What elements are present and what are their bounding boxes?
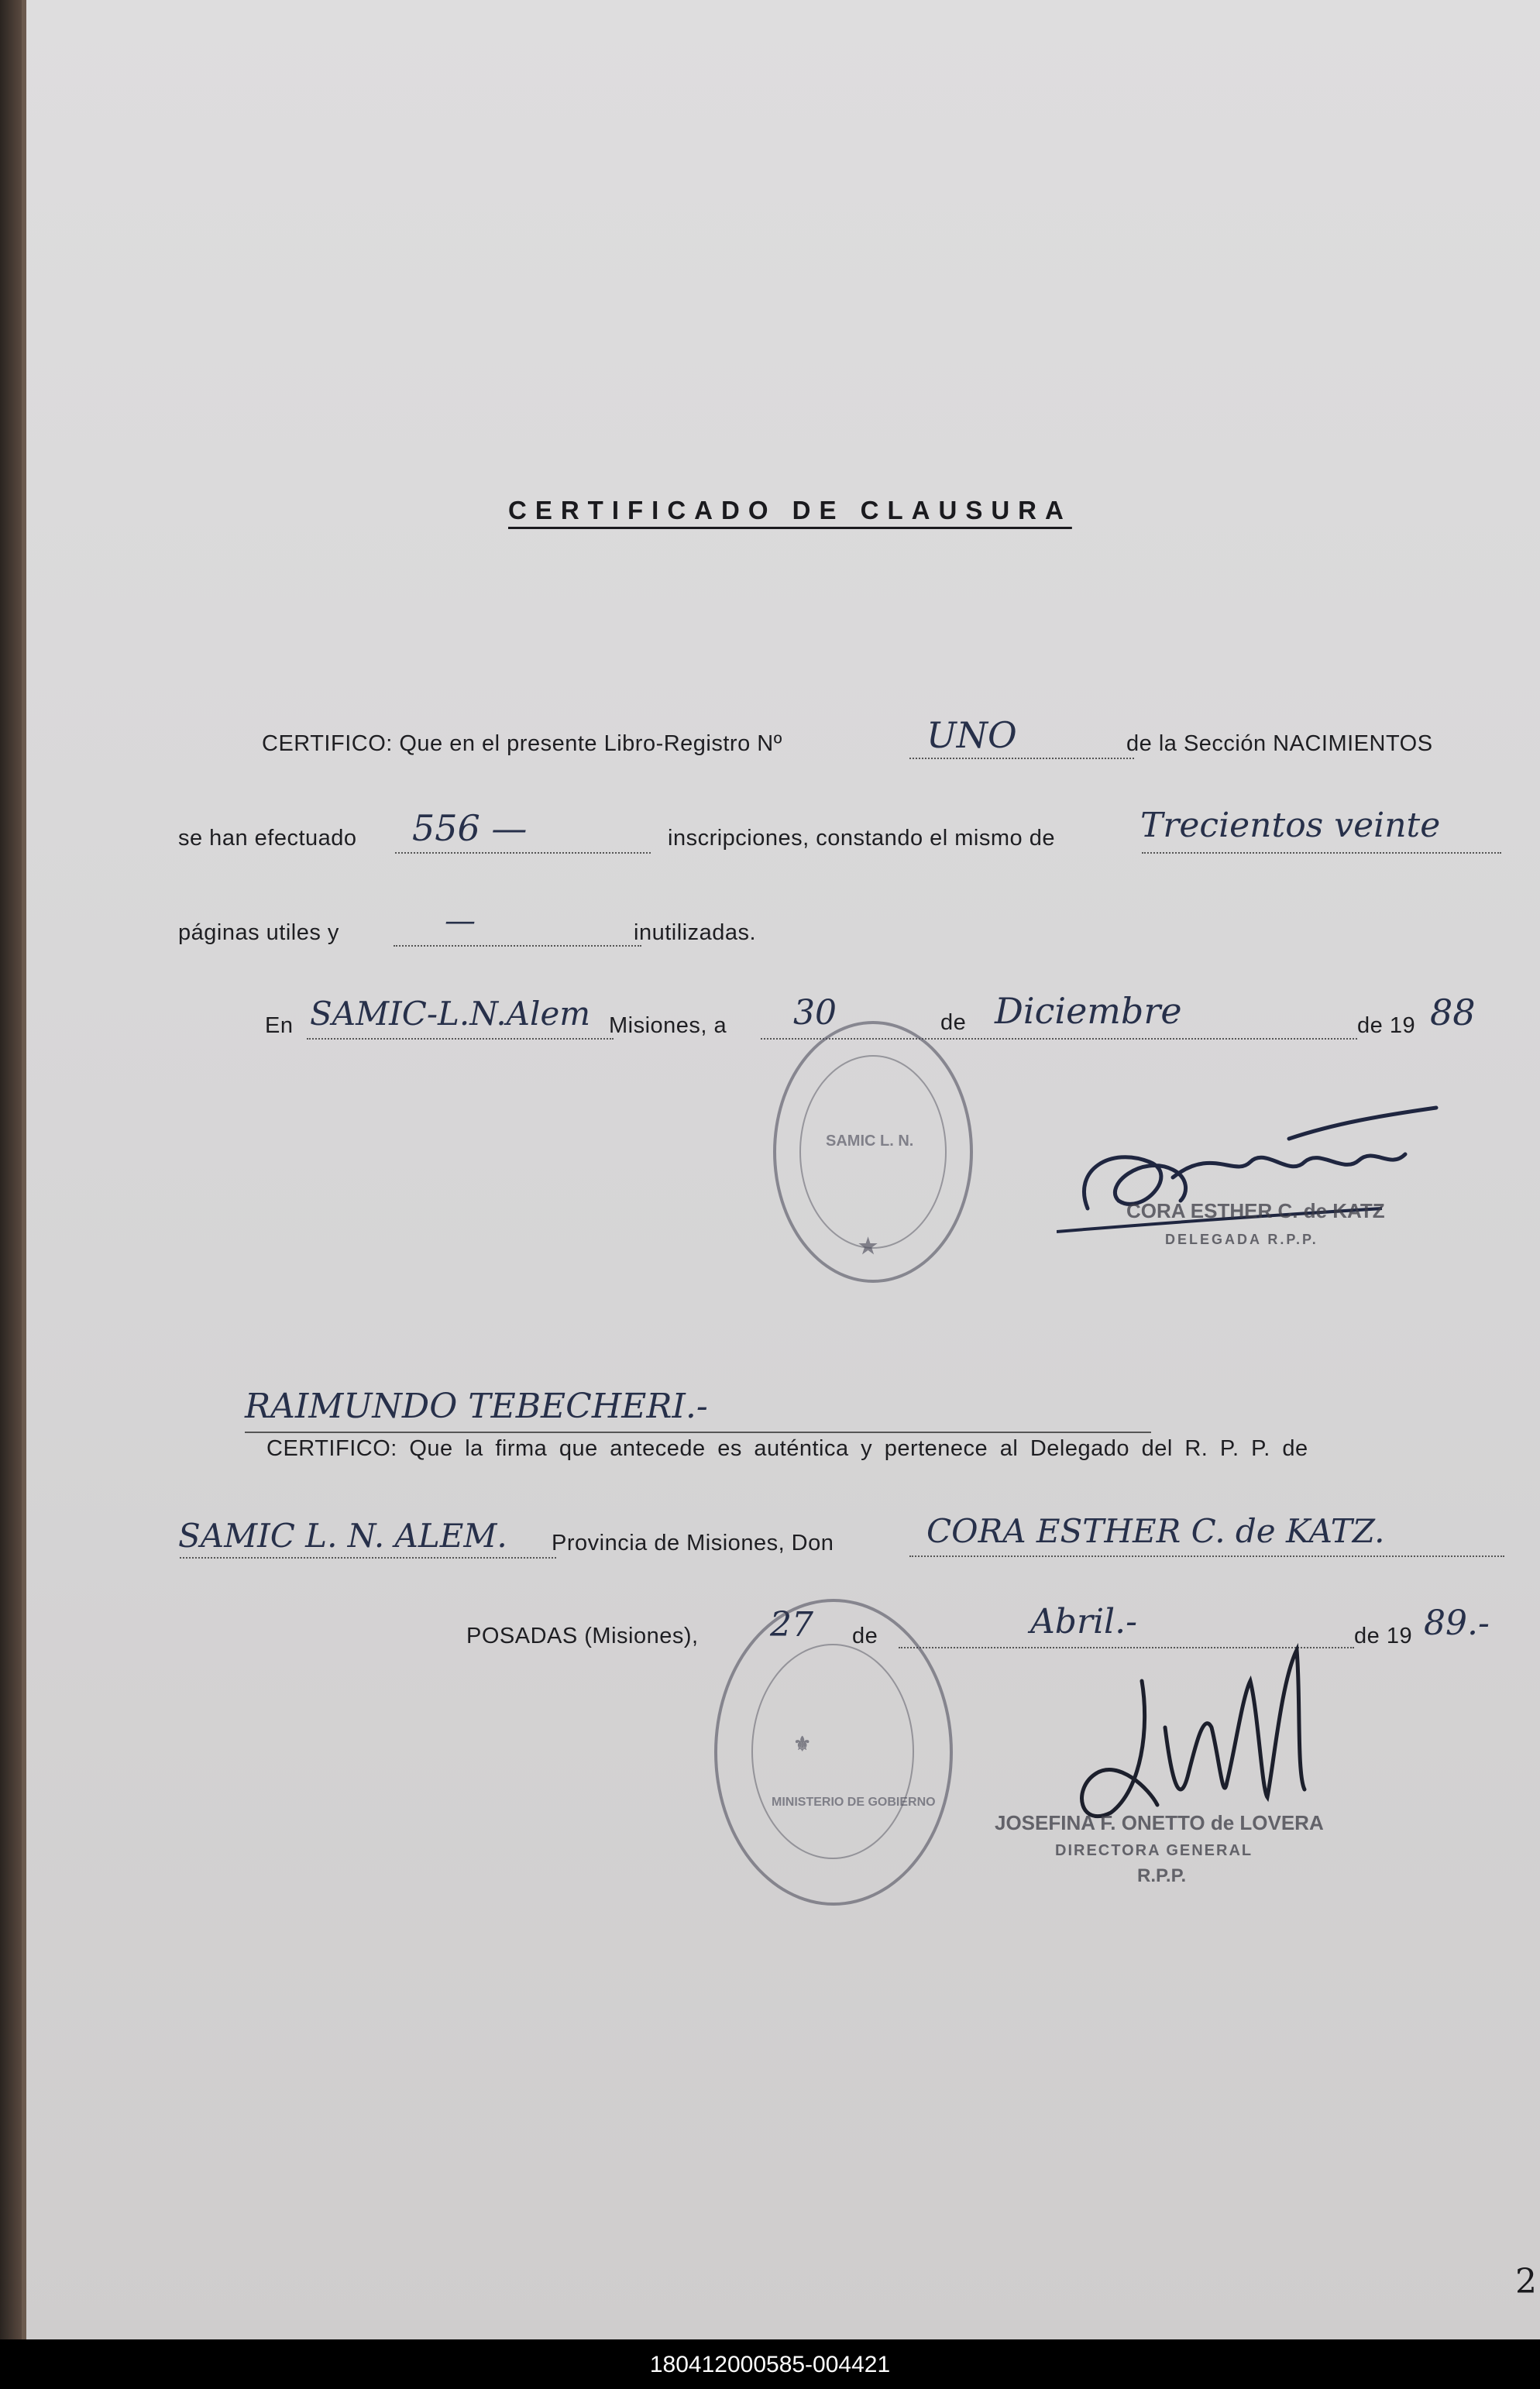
place-dotted-line [307,1038,614,1040]
year-handwritten: 88 [1430,992,1476,1033]
delegate-dotted-line [909,1555,1504,1557]
cert1-de: de [940,1010,967,1035]
signatory-1-name: CORA ESTHER C. de KATZ [1126,1199,1385,1222]
delegate-name-line [245,1432,1151,1433]
book-binding [0,0,22,2339]
month-handwritten: Diciembre [995,990,1182,1032]
signatory-2-org: R.P.P. [1137,1865,1187,1886]
signatory-2-name: JOSEFINA F. ONETTO de LOVERA [995,1811,1324,1834]
cert2-de: de [852,1624,878,1648]
cert1-line1-suffix: de la Sección NACIMIENTOS [1126,731,1433,756]
cert1-line2-prefix: se han efectuado [178,826,357,851]
signatory-2-role: DIRECTORA GENERAL [1055,1842,1253,1859]
cert1-place-middle: Misiones, a [609,1013,727,1038]
pages-count-handwritten: Trecientos veinte [1140,806,1441,845]
footer-code: 180412000585-004421 [649,2352,891,2377]
cert1-line3-prefix: páginas utiles y [178,920,339,945]
inscriptions-dotted-line [395,852,651,854]
inscriptions-count-handwritten: 556 — [412,807,528,849]
day-2-handwritten: 27 [770,1605,813,1645]
page-number: 2 [1515,2262,1537,2301]
cert2-year-prefix: de 19 [1354,1624,1413,1648]
office-dotted-line [180,1557,556,1559]
cert1-line3-suffix: inutilizadas. [634,920,757,945]
month-2-handwritten: Abril.- [1030,1602,1137,1641]
delegate-handwritten: CORA ESTHER C. de KATZ. [926,1512,1385,1550]
pages-dotted-line [1142,852,1501,854]
year-2-handwritten: 89.- [1424,1604,1490,1643]
office-handwritten: SAMIC L. N. ALEM. [178,1517,507,1555]
signature-2 [1064,1634,1343,1836]
delegate-name-handwritten: RAIMUNDO TEBECHERI.- [245,1387,708,1426]
voided-dotted-line [394,945,641,947]
book-number-dotted-line [909,758,1134,759]
voided-pages-handwritten: — [445,903,476,939]
cert1-line2-middle: inscripciones, constando el mismo de [668,826,1055,851]
cert2-place: POSADAS (Misiones), [466,1624,699,1648]
official-seal-1: SAMIC L. N. ★ [773,1021,973,1283]
cert2-line1: CERTIFICO: Que la firma que antecede es auténtica y pertenece al Delegado del R. P. P. de [266,1436,1308,1461]
document-page [22,0,1540,2339]
official-seal-2: ⚜ MINISTERIO DE GOBIERNO [714,1599,953,1906]
book-number-handwritten: UNO [926,714,1017,756]
day-handwritten: 30 [793,993,837,1033]
place-handwritten: SAMIC-L.N.Alem [310,995,591,1033]
cert1-line1-prefix: CERTIFICO: Que en el presente Libro-Registro Nº [262,731,782,756]
cert1-year-prefix: de 19 [1357,1013,1416,1038]
document-title: CERTIFICADO DE CLAUSURA [508,496,1072,524]
signatory-1-role: DELEGADA R.P.P. [1165,1232,1318,1247]
cert2-line2-middle: Provincia de Misiones, Don [552,1531,834,1555]
cert1-place-prefix: En [265,1013,294,1038]
